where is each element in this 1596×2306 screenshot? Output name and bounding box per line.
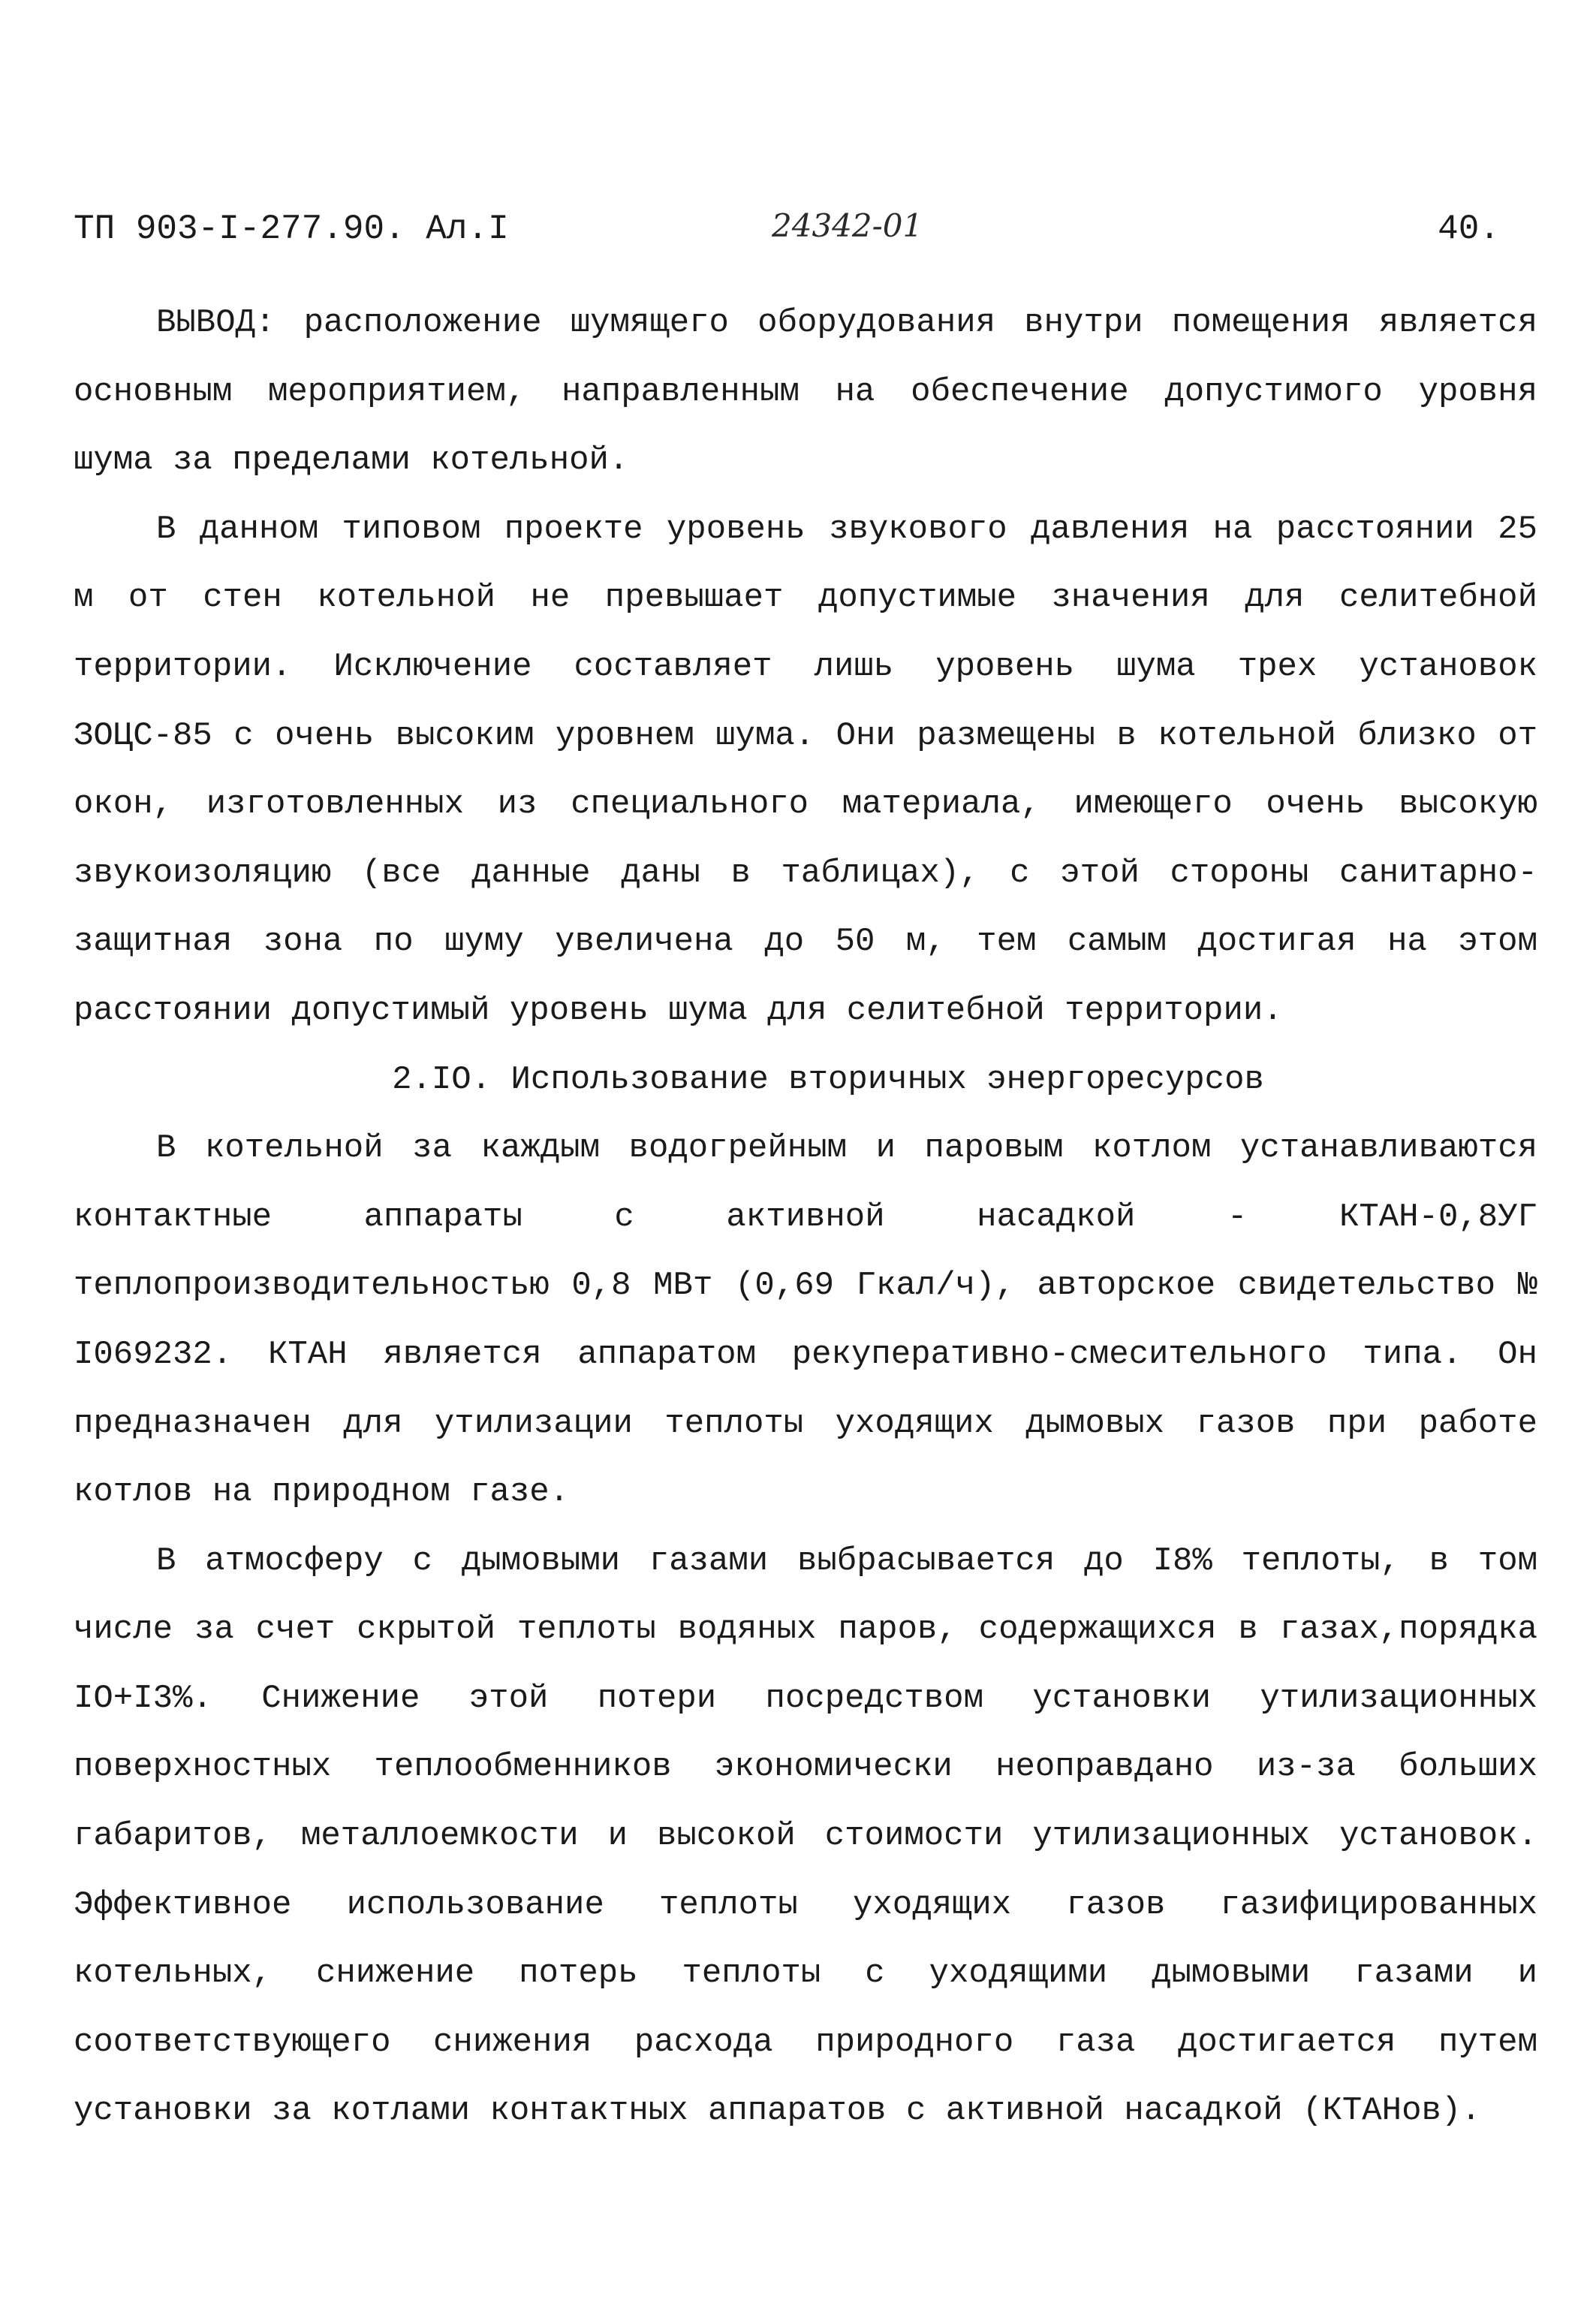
page-number: 40.	[1438, 209, 1500, 249]
paragraph-noise-levels: В данном типовом проекте уровень звукового давления на расстоянии 25 м от стен котельной не превышает допустимые значения для селитебной территории. Исключение составляет лишь уровень шума трех установок ЗОЦС-85 с очень высоким уровнем шума. Они размещены в котельной близко от окон, изготовленных из специального материала, имеющего очень высокую звукоизоляцию (все данные даны в таблицах), с этой стороны санитарно-защитная зона по шуму увеличена до 50 м, тем самым достигая на этом расстоянии допустимый уровень шума для селитебной территории.	[74, 510, 1537, 1029]
paragraph-conclusion: ВЫВОД: расположение шумящего оборудования внутри помещения является основным мероприятием, направленным на обеспечение допустимого уровня шума за пределами котельной.	[74, 304, 1537, 480]
handwritten-inventory-number: 24342-01	[772, 207, 923, 244]
document-code: ТП 903-I-277.90. Ал.I	[74, 209, 509, 249]
paragraph-contact-apparatus: В котельной за каждым водогрейным и паровым котлом устанавливаются контактные аппараты с активной насадкой - КТАН-0,8УГ теплопроизводительностью 0,8 МВт (0,69 Гкал/ч), авторское свидетельство № I069232. КТАН является аппаратом рекуперативно-смесительного типа. Он предназначен для утилизации теплоты уходящих дымовых газов при работе котлов на природном газе.	[74, 1129, 1537, 1512]
page-header	[74, 203, 1500, 255]
paragraph-heat-loss: В атмосферу с дымовыми газами выбрасывается до I8% теплоты, в том числе за счет скрытой теплоты водяных паров, содержащихся в газах,порядка IO+I3%. Снижение этой потери посредством установки утилизационных поверхностных теплообменников экономически неоправдано из-за больших габаритов, металлоемкости и высокой стоимости утилизационных установок. Эффективное использование теплоты уходящих газов газифицированных котельных, снижение потерь теплоты с уходящими дымовыми газами и соответствующего снижения расхода природного газа достигается путем установки за котлами контактных аппаратов с активной насадкой (КТАНов).	[74, 1542, 1537, 2130]
section-heading: 2.IO. Использование вторичных энергоресурсов	[392, 1060, 1264, 1099]
document-body	[74, 289, 1537, 2146]
